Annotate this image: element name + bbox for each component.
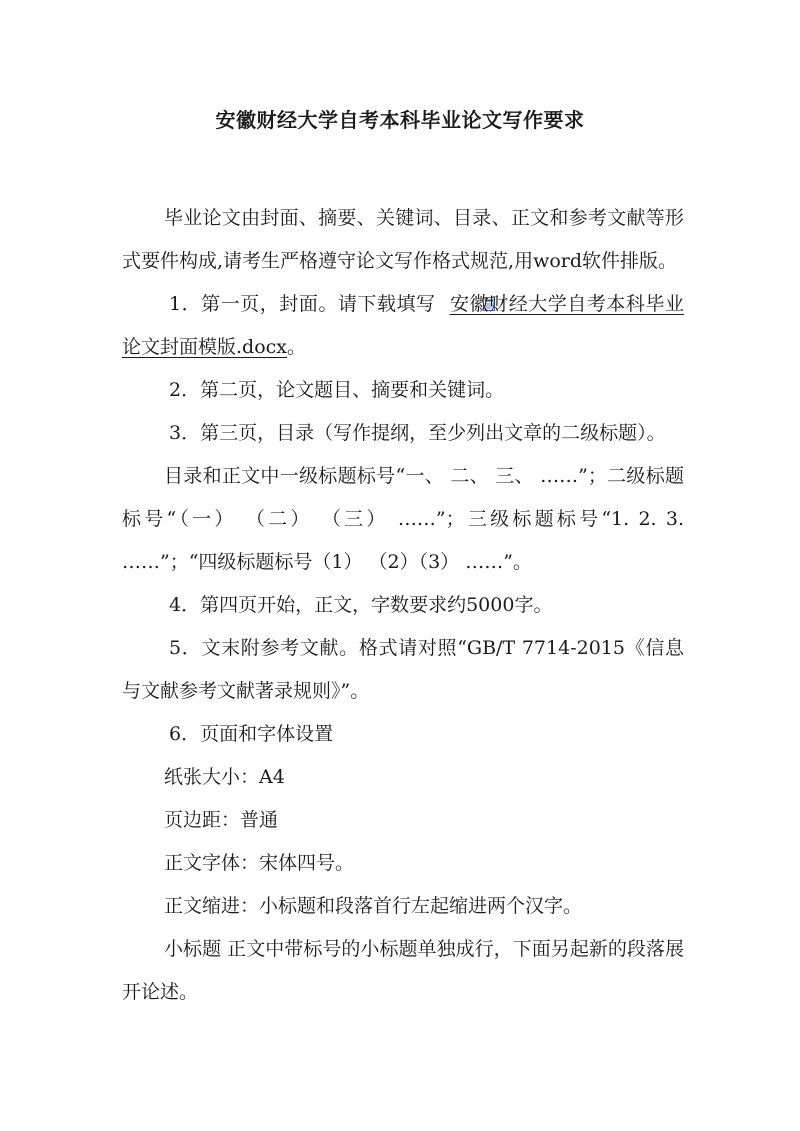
page-title: 安徽财经大学自考本科毕业论文写作要求 [215,108,585,132]
body-font-setting: 正文字体：宋体四号。 [164,852,355,874]
item-cover-suffix: 。 [287,336,307,358]
item-contents-page: 3．第三页，目录（写作提纲，至少列出文章的二级标题）。 [169,422,666,444]
item-references: 5．文末附参考文献。格式请对照“GB/T 7714-2015《信息与文献参考文献著录规则》”。 [122,637,684,702]
word-document-icon[interactable] [436,284,449,298]
document-body [122,197,684,1014]
intro-paragraph: 毕业论文由封面、摘要、关键词、目录、正文和参考文献等形式要件构成,请考生严格遵守论文写作格式规范,用word软件排版。 [122,207,684,272]
heading-numbering-rule: 目录和正文中一级标题标号“一、 二、 三、 ……”；二级标题标号“（一） （二） （三） ……”；三级标题标号“1. 2. 3. ……”；“四级标题标号（1） （2）（3） ……”。 [122,465,684,573]
item-abstract-page: 2．第二页，论文题目、摘要和关键词。 [169,379,505,401]
body-indent-setting: 正文缩进：小标题和段落首行左起缩进两个汉字。 [164,895,583,917]
item-cover-page [122,283,684,369]
paper-size-setting: 纸张大小：A4 [164,766,285,788]
cover-template-link[interactable]: 安徽财经大学自考本科毕业论文封面模版.docx [122,293,684,358]
item-main-text: 4．第四页开始，正文，字数要求约5000字。 [169,594,553,616]
margin-setting: 页边距：普通 [164,809,279,831]
item-page-settings: 6．页面和字体设置 [169,723,334,745]
subheading-rule: 小标题 正文中带标号的小标题单独成行，下面另起新的段落展开论述。 [122,938,684,1003]
item-cover-prefix: 1．第一页，封面。请下载填写 [169,293,436,315]
